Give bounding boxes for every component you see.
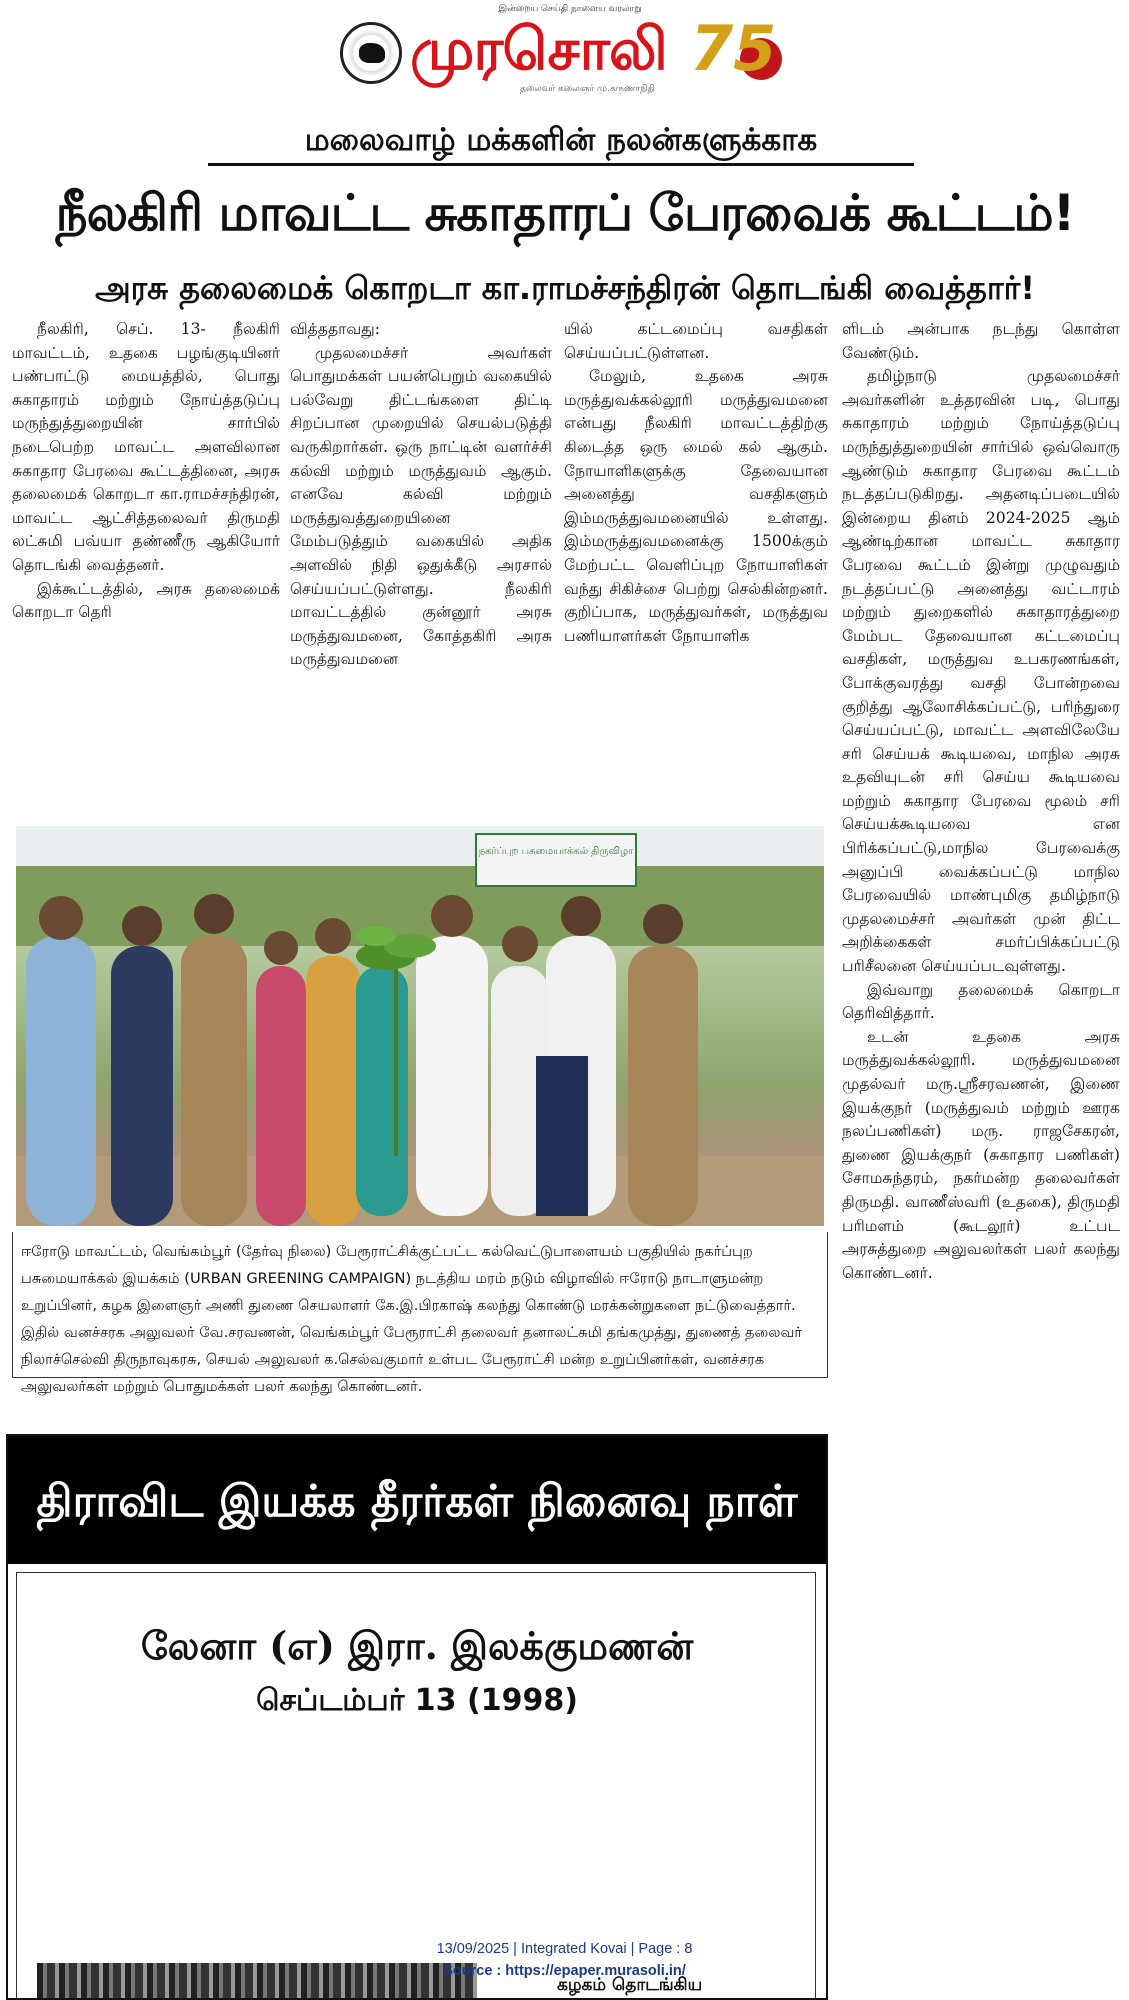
paragraph: உடன் உதகை அரசு மருத்துவக்கல்லூரி. மருத்துவமனை முதல்வர் மரு.ஸ்ரீசரவணன், இணை இயக்குநர் (மருத்துவம் மற்றும் ஊரக நலப்பணிகள்) மரு. ராஜசேகரன், துணை இயக்குநர் (சுகாதார பணிகள்) சோமசுந்தரம், நகர்மன்ற தலைவர்கள் திருமதி. வாணீஸ்வரி (உதகை), திருமதி பரிமளம் (கூடலூர்) உட்பட அரசுத்துறை அலுவலர்கள் பலர் கலந்து கொண்டனர். [842,1027,1120,1282]
news-photo-frame [12,822,828,1230]
masthead [0,0,1129,110]
page-footer [0,1938,1129,1982]
emblem-icon [340,22,402,84]
newspaper-logo: முரசொலி [410,15,667,83]
article-headline: நீலகிரி மாவட்ட சுகாதாரப் பேரவைக் கூட்டம்! [55,184,1075,242]
footer-source-link[interactable]: Source : https://epaper.murasoli.in/ [443,1963,686,1979]
article-subhead: அரசு தலைமைக் கொறடா கா.ராமச்சந்திரன் தொடங்கி வைத்தார்! [95,269,1035,307]
memorial-title: திராவிட இயக்க தீரர்கள் நினைவு நாள் [8,1436,826,1564]
article-kicker: மலைவாழ் மக்களின் நலன்களுக்காக [208,118,914,166]
paragraph: முதலமைச்சர் அவர்கள் பொதுமக்கள் பயன்பெறும் வகையில் பல்வேறு திட்டங்களை திட்டி சிறப்பான முறையில் செயல்படுத்தி வருகிறார்கள். ஒரு நாட்டின் வளர்ச்சி கல்வி மற்றும் மருத்துவம் ஆகும். எனவே கல்வி மற்றும் மருத்துவத்துறையினை மேம்படுத்தும் வகையில் அதிக அளவில் நிதி ஒதுக்கீடு அரசால் செய்யப்பட்டுள்ளது. நீலகிரி மாவட்டத்தில் குன்னூர் அரசு மருத்துவமனை, கோத்தகிரி அரசு மருத்துவமனை [290,343,552,669]
paragraph: மேலும், உதகை அரசு மருத்துவக்கல்லூரி மருத்துவமனை என்பது நீலகிரி மாவட்டத்திற்கு கிடைத்த ஒரு மைல் கல் ஆகும். நோயாளிகளுக்கு தேவையான அனைத்து வசதிகளும் இம்மருத்துவமனையில் உள்ளது. இம்மருத்துவமனைக்கு 1500க்கும் மேற்பட்ட வெளிப்புற நோயாளிகள் வந்து சிகிச்சை பெற்று செல்கின்றனர். குறிப்பாக, மருத்துவர்கள், மருத்துவ பணியாளர்கள் நோயாளிக [564,367,828,645]
memorial-name: லேனா (எ) இரா. இலக்குமணன் [140,1623,694,1668]
article-column-2 [290,318,552,672]
memorial-box [6,1434,828,2000]
paragraph: இவ்வாறு தலைமைக் கொறடா தெரிவித்தார். [842,980,1120,1023]
article-column-3 [564,318,828,648]
memorial-panel [16,1572,816,2000]
masthead-tagline: இன்றைய செய்தி நாளைய வரலாறு [498,4,642,14]
memorial-side-text: கழகம் தொடங்கிய [557,1975,703,1995]
paragraph: ளிடம் அன்பாக நடந்து கொள்ள வேண்டும். [842,320,1120,362]
paragraph: நீலகிரி, செப். 13- நீலகிரி மாவட்டம், உதகை பழங்குடியினர் பண்பாட்டு மையத்தில், பொது சுகாதாரம் மற்றும் நோய்த்தடுப்பு மருந்துத்துறையின் சார்பில் நடைபெற்ற மாவட்ட அளவிலான சுகாதார பேரவை கூட்டத்தினை, அரசு தலைமைக் கொறடா கா.ராமச்சந்திரன், மாவட்ட ஆட்சித்தலைவர் திருமதி லட்சுமி பவ்யா தண்ணீரு ஆகியோர் தொடங்கி வைத்தனர். [12,320,280,574]
memorial-date: செப்டம்பர் 13 (1998) [256,1683,578,1718]
article-column-4 [842,318,1120,1285]
photo-caption: ஈரோடு மாவட்டம், வெங்கம்பூர் (தேர்வு நிலை) பேரூராட்சிக்குட்பட்ட கல்வெட்டுபாளையம் பகுதியில் நகர்ப்புற பசுமையாக்கல் இயக்கம் (URBAN GREENING CAMPAIGN) நடத்திய மரம் நடும் விழாவில் ஈரோடு நாடாளுமன்ற உறுப்பினர், கழக இளைஞர் அணி துணை செயலாளர் கே.இ.பிரகாஷ் கலந்து கொண்டு மரக்கன்றுகளை நட்டுவைத்தார். இதில் வனச்சரக அலுவலர் வே.சரவணன், வெங்கம்பூர் பேரூராட்சி தலைவர் தனாலட்சுமி தங்கமுத்து, துணைத் தலைவர் நிலாச்செல்வி திருநாவுகரசு, செயல் அலுவலர் க.செல்வகுமார் உள்பட பேரூராட்சி மன்ற உறுப்பினர்கள், வனச்சரக அலுவலர்கள் மற்றும் பொதுமக்கள் பலர் கலந்து கொண்டனர். [12,1232,828,1378]
paragraph: வித்ததாவது: [290,320,381,338]
photo-banner-text: நகர்ப்புற பசுமையாக்கல் திருவிழா [478,846,634,857]
paragraph: இக்கூட்டத்தில், அரசு தலைமைக் கொறடா தெரி [12,579,280,622]
paragraph: யில் கட்டமைப்பு வசதிகள் செய்யப்பட்டுள்ளன. [564,320,828,362]
logo-subtitle: தலைவர் கலைஞர் மு.கருணாநிதி [520,84,655,94]
photo-illustration [16,826,824,1226]
tree-planting-photo [16,826,824,1226]
paragraph: தமிழ்நாடு முதலமைச்சர் அவர்களின் உத்தரவின் படி, பொது சுகாதாரம் மற்றும் நோய்த்தடுப்பு மருந்துத்துறையின் சார்பில் ஒவ்வொரு ஆண்டும் சுகாதார பேரவை கூட்டம் நடத்தப்படுகிறது. அதனடிப்படையில் இன்றைய தினம் 2024-2025 ஆம் ஆண்டிற்கான மாவட்ட சுகாதார பேரவை கூட்டம் இன்று முழுவதும் நடத்தப்பட்டு அனைத்து வட்டாரம் மற்றும் துறைகளில் சுகாதாரத்துறை மேம்பட தேவையான கட்டமைப்பு வசதிகள், மருத்துவ உபகரணங்கள், போக்குவரத்து வசதி போன்றவை குறித்து ஆலோசிக்கப்பட்டு, பரிந்துரை செய்யப்பட்டு, மாவட்ட அளவிலேயே சரி செய்யக் கூடியவை, மாநில அரசு உதவியுடன் சரி செய்ய கூடியவை மற்றும் சுகாதார பேரவை மூலம் சரி செய்யக்கூடியவை என பிரிக்கப்பட்டு,மாநில பேரவைக்கு அனுப்பி வைக்கப்பட்டு மாநில பேரவையில் மாண்புமிகு தமிழ்நாடு முதலமைச்சர் அவர்கள் முன் திட்ட அறிக்கைகள் சமர்ப்பிக்கப்பட்டு பரிசீலனை செய்யப்படவுள்ளது. [842,367,1120,976]
anniversary-number: 75 [690,12,777,85]
article-column-1 [12,318,280,625]
footer-date-line: 13/09/2025 | Integrated Kovai | Page : 8 [436,1941,693,1957]
